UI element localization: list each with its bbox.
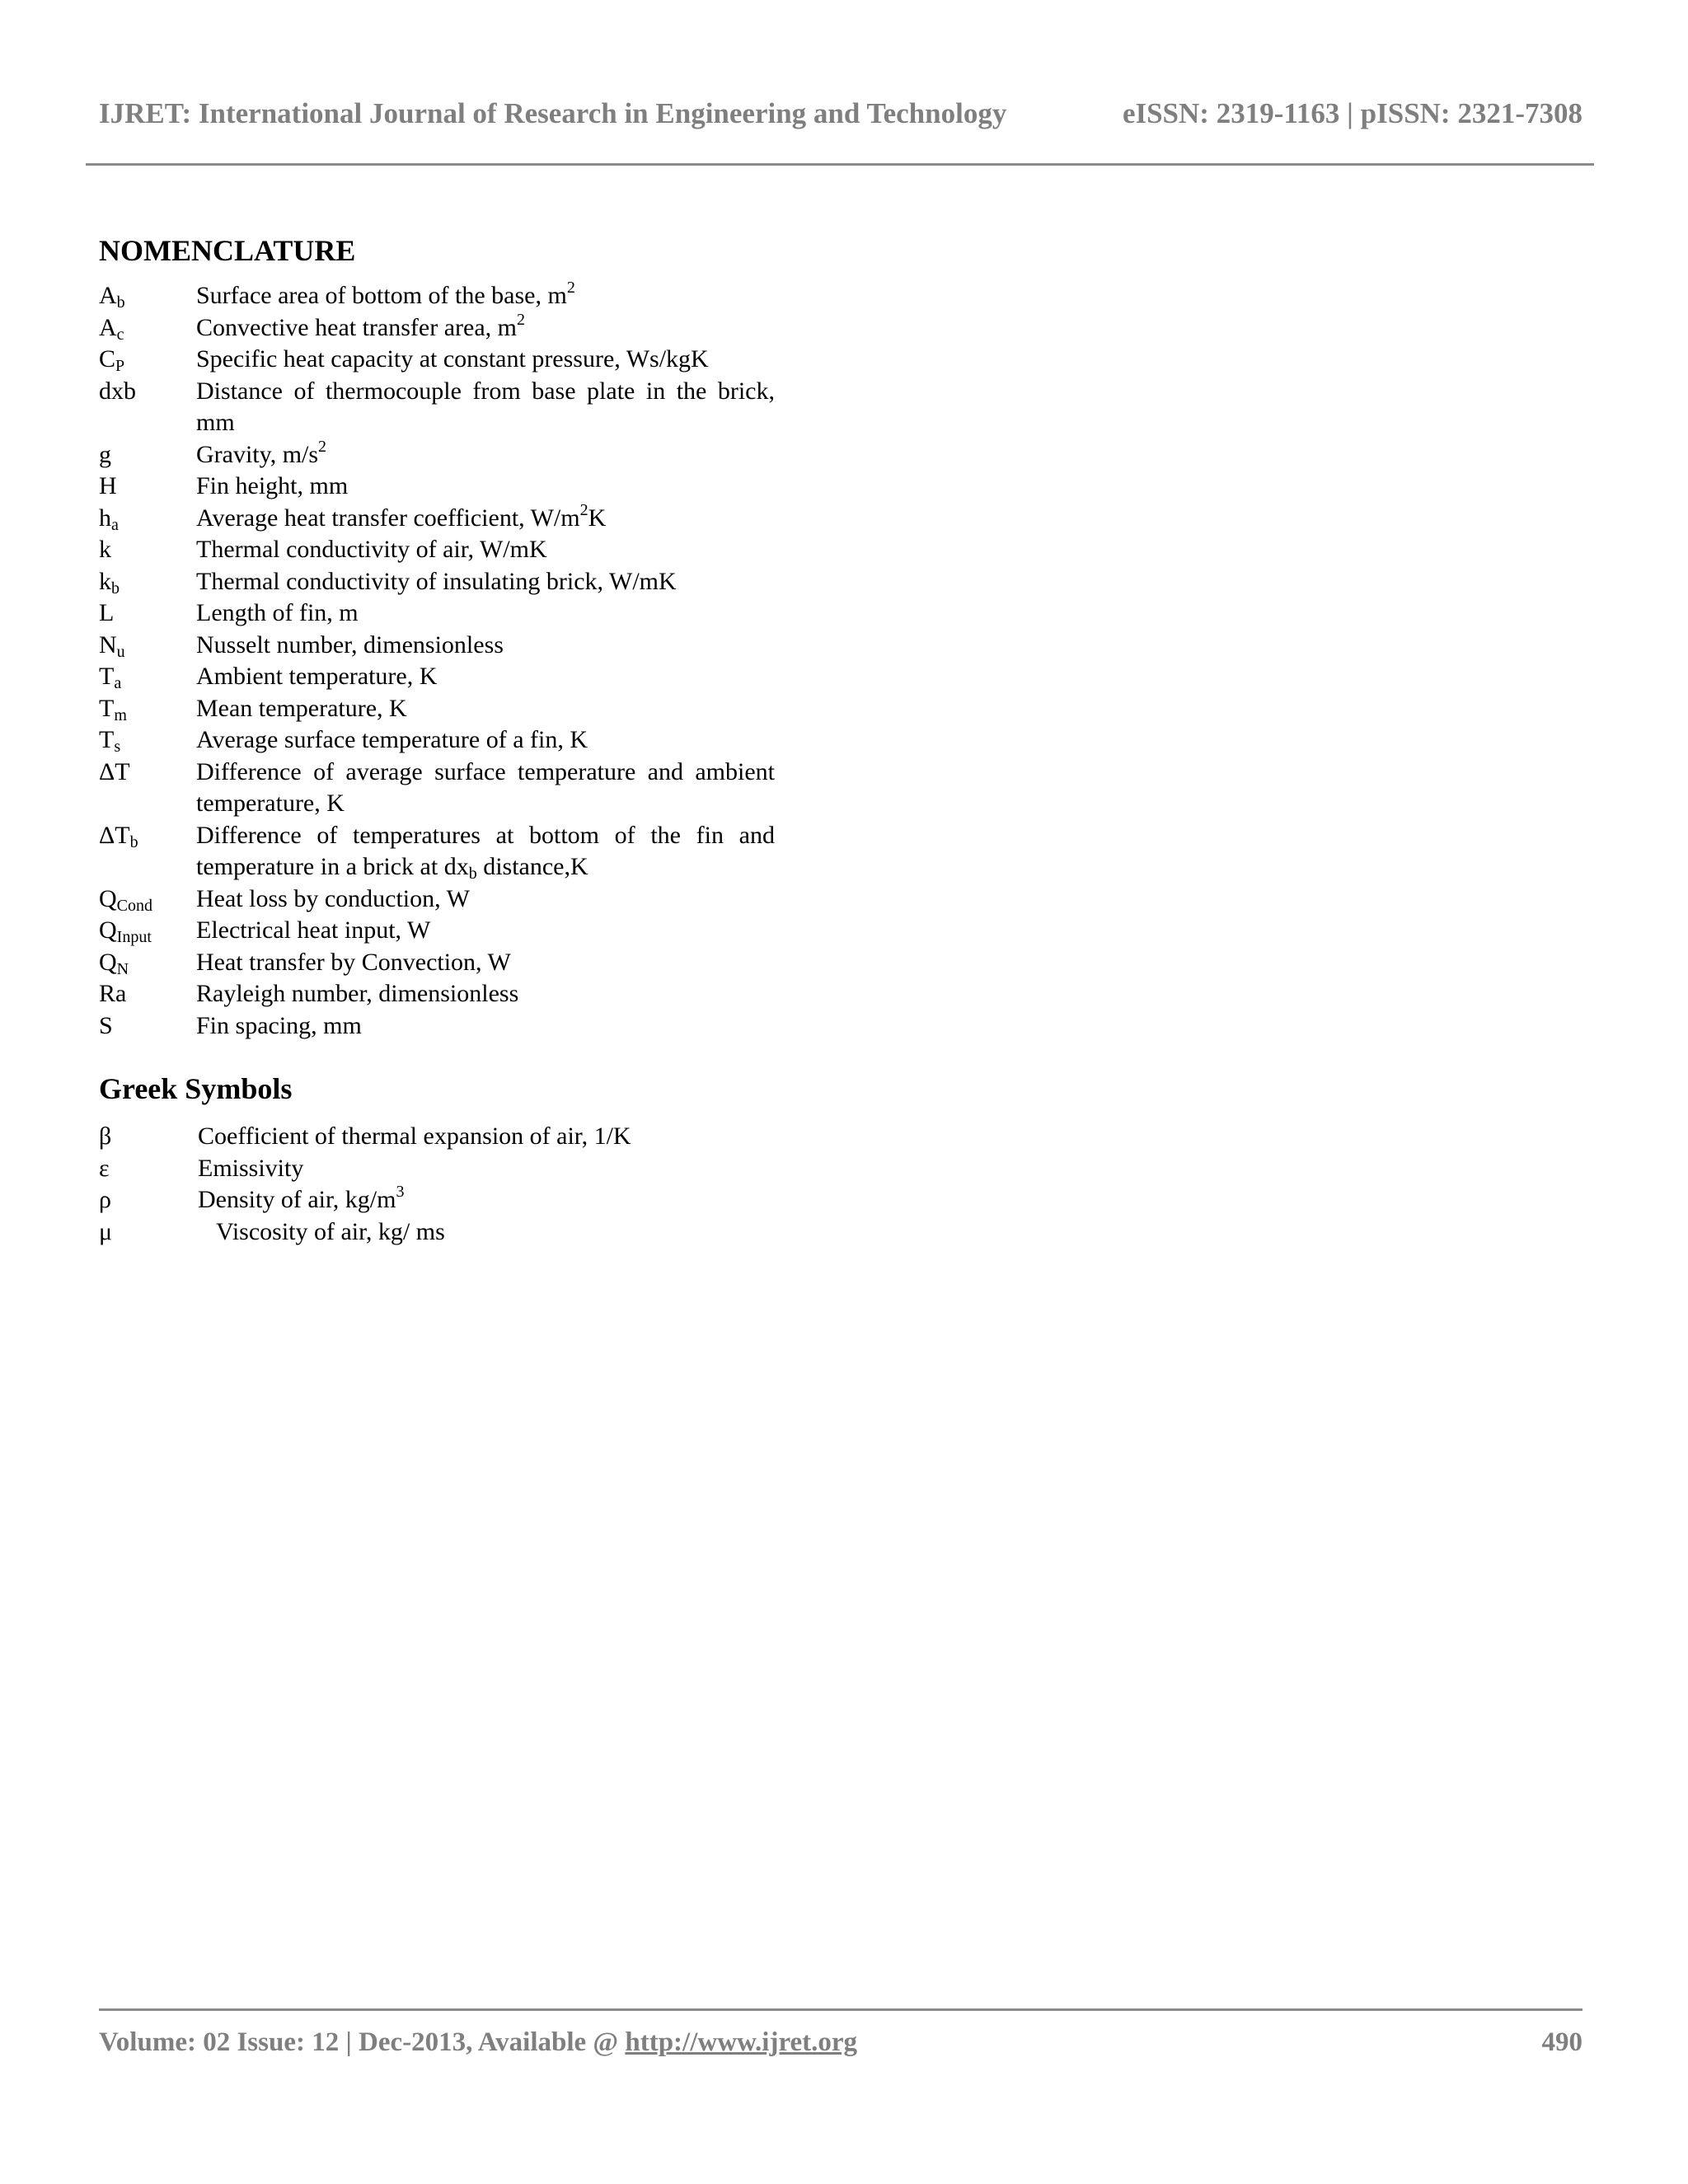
- nomenclature-description: [196, 820, 775, 883]
- nomenclature-description: [196, 471, 775, 503]
- nomenclature-item: [99, 566, 775, 598]
- nomenclature-item: [99, 978, 775, 1010]
- description-text: Difference of temperatures at bottom of the fin and temperature in a brick at dx: [196, 821, 775, 880]
- symbol-base: T: [99, 694, 115, 722]
- description-text: Gravity, m/s: [196, 440, 319, 468]
- symbol-subscript: b: [129, 832, 138, 851]
- greek-description: [198, 1153, 775, 1185]
- greek-symbols-list: [99, 1121, 775, 1248]
- symbol-base: ΔT: [99, 821, 130, 849]
- symbol-base: Q: [99, 916, 117, 944]
- symbol-base: k: [99, 567, 111, 595]
- description-text: Electrical heat input, W: [196, 916, 431, 944]
- nomenclature-description: [196, 1010, 775, 1043]
- symbol-base: T: [99, 726, 115, 753]
- description-text: Rayleigh number, dimensionless: [196, 980, 519, 1007]
- nomenclature-heading: NOMENCLATURE: [99, 234, 356, 267]
- description-text: Coefficient of thermal expansion of air, 1/K: [198, 1122, 631, 1150]
- symbol-subscript: m: [114, 705, 127, 724]
- symbol-subscript: u: [116, 642, 125, 661]
- description-text: Specific heat capacity at constant pressure, Ws/kgK: [196, 345, 709, 373]
- nomenclature-description: [196, 598, 775, 630]
- greek-description: [198, 1121, 775, 1153]
- symbol-base: h: [99, 504, 111, 532]
- nomenclature-symbol: [99, 471, 196, 503]
- symbol-base: dxb: [99, 377, 136, 405]
- nomenclature-description: [196, 724, 775, 757]
- greek-symbol: β: [99, 1122, 112, 1150]
- description-text: Thermal conductivity of air, W/mK: [196, 536, 547, 563]
- nomenclature-symbol: [99, 344, 196, 376]
- description-subscript: b: [468, 865, 477, 883]
- nomenclature-symbol: [99, 820, 196, 883]
- greek-symbol: ρ: [99, 1186, 111, 1213]
- description-superscript: 3: [396, 1183, 405, 1201]
- nomenclature-description: [196, 534, 775, 566]
- nomenclature-description: [196, 566, 775, 598]
- symbol-subscript: Input: [116, 928, 152, 946]
- symbol-base: T: [99, 663, 115, 690]
- greek-description: [198, 1216, 775, 1249]
- nomenclature-symbol: [99, 947, 196, 979]
- nomenclature-item: [99, 376, 775, 439]
- nomenclature-symbol: [99, 598, 196, 630]
- nomenclature-item: [99, 820, 775, 883]
- issn-text: eISSN: 2319-1163 | pISSN: 2321-7308: [1122, 97, 1582, 129]
- symbol-subscript: P: [115, 357, 125, 375]
- nomenclature-description: [196, 344, 775, 376]
- nomenclature-item: [99, 630, 775, 662]
- nomenclature-symbol: [99, 883, 196, 916]
- greek-description: [198, 1184, 775, 1216]
- nomenclature-item: [99, 757, 775, 820]
- nomenclature-item: [99, 1010, 775, 1043]
- symbol-base: ΔT: [99, 757, 130, 785]
- symbol-base: A: [99, 282, 117, 309]
- footer-volume: [99, 2027, 857, 2058]
- symbol-base: Q: [99, 948, 117, 976]
- description-superscript: 2: [318, 437, 327, 456]
- nomenclature-symbol: [99, 566, 196, 598]
- nomenclature-item: [99, 471, 775, 503]
- page-footer: [99, 2027, 1582, 2058]
- greek-symbols-heading: Greek Symbols: [99, 1072, 293, 1105]
- nomenclature-symbol: [99, 1010, 196, 1043]
- nomenclature-list: [99, 280, 775, 1042]
- nomenclature-symbol: [99, 376, 196, 439]
- symbol-subscript: b: [111, 579, 120, 598]
- footer-volume-text: Volume: 02 Issue: 12 | Dec-2013, Available @: [99, 2027, 626, 2057]
- description-superscript: 2: [566, 279, 575, 297]
- greek-symbol-item: [99, 1184, 775, 1216]
- nomenclature-item: [99, 500, 775, 535]
- nomenclature-description: [196, 280, 775, 312]
- nomenclature-item: [99, 312, 775, 344]
- description-text: Difference of average surface temperature and ambient temperature, K: [196, 757, 775, 817]
- symbol-base: A: [99, 313, 117, 341]
- description-superscript: 2: [579, 500, 588, 519]
- nomenclature-symbol: [99, 978, 196, 1010]
- description-text: Emissivity: [198, 1154, 304, 1182]
- description-text: Convective heat transfer area, m: [196, 313, 517, 341]
- nomenclature-item: [99, 280, 775, 312]
- page-header: [99, 97, 1582, 130]
- description-text: Mean temperature, K: [196, 694, 407, 722]
- nomenclature-symbol: [99, 915, 196, 947]
- nomenclature-item: [99, 534, 775, 566]
- footer-divider: [99, 2008, 1582, 2011]
- description-text: Ambient temperature, K: [196, 663, 438, 690]
- description-text: Average heat transfer coefficient, W/m: [196, 504, 580, 532]
- symbol-subscript: b: [116, 293, 125, 312]
- description-text: Nusselt number, dimensionless: [196, 630, 504, 658]
- nomenclature-description: [196, 500, 775, 535]
- nomenclature-item: [99, 693, 775, 725]
- nomenclature-symbol: [99, 503, 196, 535]
- nomenclature-item: [99, 947, 775, 979]
- symbol-base: S: [99, 1011, 113, 1039]
- symbol-subscript: N: [116, 959, 129, 978]
- nomenclature-item: [99, 598, 775, 630]
- nomenclature-description: [196, 630, 775, 662]
- nomenclature-description: [196, 978, 775, 1010]
- nomenclature-description: [196, 947, 775, 979]
- nomenclature-symbol: [99, 630, 196, 662]
- nomenclature-description: [196, 757, 775, 820]
- nomenclature-description: [196, 376, 775, 439]
- description-text: Density of air, kg/m: [198, 1186, 396, 1213]
- nomenclature-description: [196, 661, 775, 693]
- journal-link[interactable]: http://www.ijret.org: [625, 2027, 858, 2057]
- greek-symbol: ε: [99, 1154, 110, 1182]
- symbol-subscript: Cond: [116, 896, 153, 915]
- symbol-base: L: [99, 599, 115, 626]
- nomenclature-item: [99, 661, 775, 693]
- description-text: Length of fin, m: [196, 599, 359, 626]
- nomenclature-symbol: [99, 757, 196, 820]
- greek-symbol-item: [99, 1216, 775, 1249]
- nomenclature-description: [196, 439, 775, 471]
- nomenclature-symbol: [99, 724, 196, 757]
- description-text: Average surface temperature of a fin, K: [196, 726, 588, 753]
- page-number: 490: [1541, 2027, 1582, 2057]
- symbol-base: C: [99, 345, 116, 373]
- greek-symbol: μ: [99, 1217, 113, 1245]
- description-tail: distance,K: [476, 853, 588, 880]
- description-text: Viscosity of air, kg/ ms: [198, 1217, 445, 1245]
- nomenclature-symbol: [99, 534, 196, 566]
- nomenclature-description: [196, 883, 775, 916]
- symbol-base: Ra: [99, 980, 127, 1007]
- symbol-base: Q: [99, 884, 117, 912]
- nomenclature-description: [196, 915, 775, 947]
- description-text: Fin spacing, mm: [196, 1011, 362, 1039]
- description-text: Heat loss by conduction, W: [196, 884, 470, 912]
- greek-symbol-item: [99, 1153, 775, 1185]
- header-divider: [86, 163, 1594, 166]
- nomenclature-symbol: [99, 439, 196, 471]
- description-text: Distance of thermocouple from base plate in the brick, mm: [196, 377, 775, 436]
- symbol-base: g: [99, 440, 111, 468]
- symbol-subscript: s: [114, 738, 121, 756]
- symbol-base: N: [99, 630, 117, 658]
- description-text: Thermal conductivity of insulating brick, W/mK: [196, 567, 677, 595]
- description-text: Fin height, mm: [196, 472, 349, 499]
- nomenclature-item: [99, 915, 775, 947]
- nomenclature-item: [99, 344, 775, 376]
- nomenclature-item: [99, 439, 775, 471]
- nomenclature-description: [196, 312, 775, 344]
- symbol-subscript: a: [114, 674, 122, 692]
- nomenclature-symbol: [99, 693, 196, 725]
- nomenclature-symbol: [99, 280, 196, 312]
- description-text: Surface area of bottom of the base, m: [196, 282, 567, 309]
- symbol-subscript: c: [116, 325, 124, 344]
- greek-symbol-item: [99, 1121, 775, 1153]
- nomenclature-item: [99, 883, 775, 916]
- symbol-subscript: a: [111, 515, 119, 534]
- nomenclature-symbol: [99, 312, 196, 344]
- description-text: Heat transfer by Convection, W: [196, 948, 511, 976]
- journal-title: IJRET: International Journal of Research in Engineering and Technology: [99, 97, 1007, 129]
- symbol-base: k: [99, 536, 111, 563]
- nomenclature-description: [196, 693, 775, 725]
- description-superscript: 2: [516, 310, 525, 329]
- nomenclature-item: [99, 724, 775, 757]
- nomenclature-symbol: [99, 661, 196, 693]
- symbol-base: H: [99, 472, 117, 499]
- description-tail: K: [588, 504, 607, 532]
